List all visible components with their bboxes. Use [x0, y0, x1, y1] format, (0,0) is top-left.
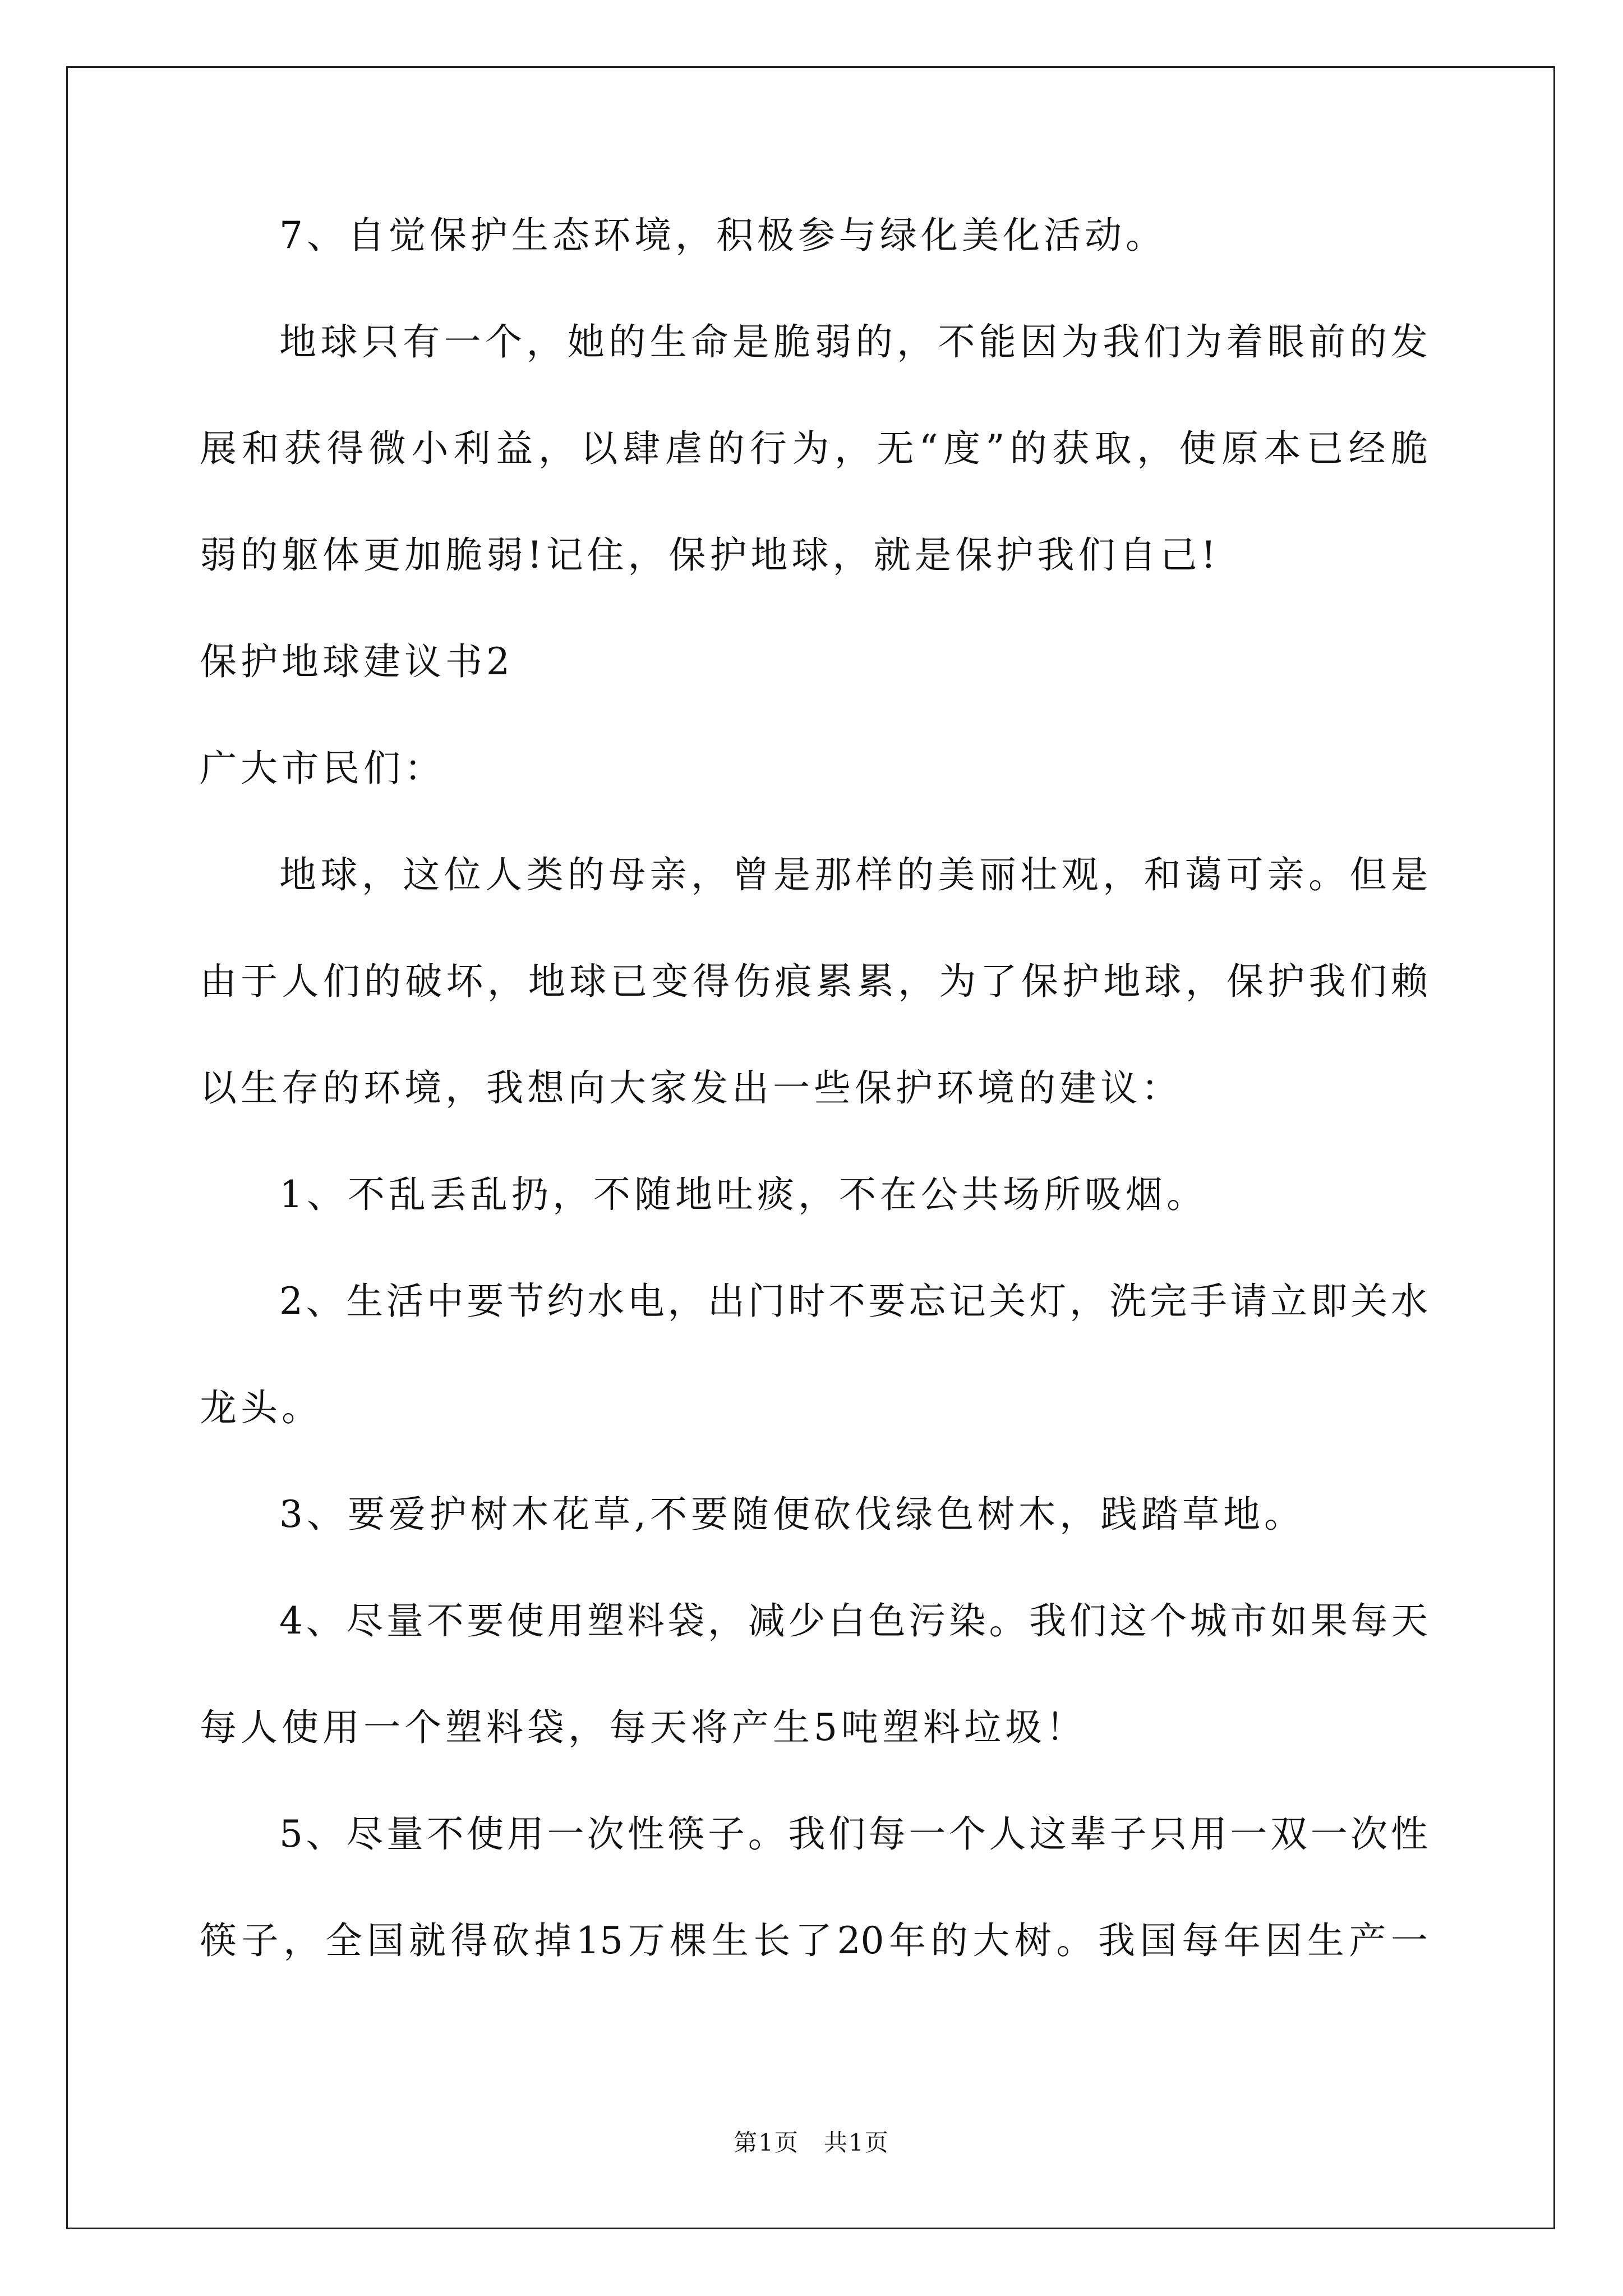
list-item-1: 1、不乱丢乱扔，不随地吐痰，不在公共场所吸烟。 — [279, 1173, 1207, 1216]
page-footer: 第1页 共1页 — [734, 2129, 889, 2156]
page-border — [66, 66, 1555, 2229]
paragraph-line: 地球，这位人类的母亲，曾是那样的美丽壮观，和蔼可亲。但是 — [279, 853, 1428, 896]
list-item-7: 7、自觉保护生态环境，积极参与绿化美化活动。 — [279, 214, 1166, 257]
list-item-4: 4、尽量不要使用塑料袋，减少白色污染。我们这个城市如果每天 — [279, 1599, 1428, 1642]
list-item-4-continued: 每人使用一个塑料袋，每天将产生5吨塑料垃圾！ — [200, 1706, 1087, 1749]
list-item-5-continued: 筷子，全国就得砍掉15万棵生长了20年的大树。我国每年因生产一 — [200, 1919, 1428, 1962]
paragraph-line: 弱的躯体更加脆弱!记住，保护地球，就是保护我们自己! — [200, 533, 1220, 577]
paragraph-line: 由于人们的破坏，地球已变得伤痕累累，为了保护地球，保护我们赖 — [200, 960, 1428, 1003]
paragraph-line: 展和获得微小利益，以肆虐的行为，无“度”的获取，使原本已经脆 — [200, 427, 1428, 470]
paragraph-line: 以生存的环境，我想向大家发出一些保护环境的建议： — [200, 1066, 1182, 1110]
list-item-3: 3、要爱护树木花草,不要随便砍伐绿色树木，践踏草地。 — [279, 1493, 1305, 1536]
list-item-2-continued: 龙头。 — [200, 1386, 322, 1429]
paragraph-line: 地球只有一个，她的生命是脆弱的，不能因为我们为着眼前的发 — [279, 320, 1428, 364]
list-item-5: 5、尽量不使用一次性筷子。我们每一个人这辈子只用一双一次性 — [279, 1812, 1428, 1856]
list-item-2: 2、生活中要节约水电，出门时不要忘记关灯，洗完手请立即关水 — [279, 1280, 1428, 1323]
salutation: 广大市民们： — [200, 747, 445, 790]
section-title: 保护地球建议书2 — [200, 640, 514, 683]
